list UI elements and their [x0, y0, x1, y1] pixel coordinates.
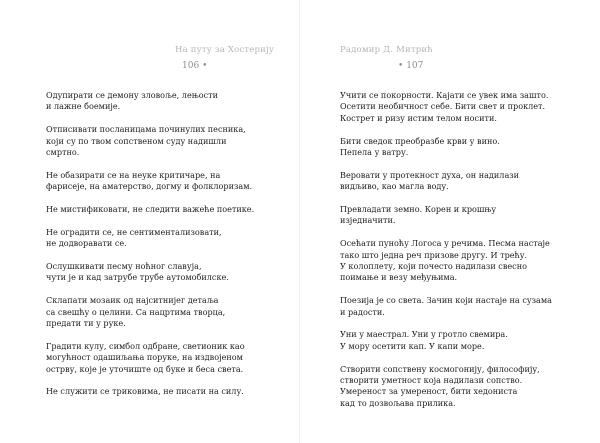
left-text-block — [46, 90, 286, 409]
page-marker: • — [398, 61, 404, 71]
verse-line: чути је и кад затрубе трубе аутомобилске. — [46, 272, 229, 283]
stanza — [340, 204, 580, 227]
running-head-right: Радомир Д. Митрић — [340, 45, 433, 55]
verse-line: не додворавати се. — [46, 238, 127, 249]
verse-line: који су по твом сопственом суду надишли — [46, 135, 227, 146]
verse-line: Поезија је со света. Зачин који настаје на сузама — [340, 295, 552, 306]
page-number-left — [182, 61, 207, 71]
verse-line: видљиво, као магла воду. — [340, 181, 449, 192]
verse-line: Ослушкивати песму ноћног славуја, — [46, 261, 202, 272]
verse-line: У колоплету, који почесто надилази свесно — [340, 261, 527, 272]
verse-line: Кострет и ризу истим телом носити. — [340, 112, 497, 123]
running-head-left: На путу за Хостерију — [175, 45, 275, 55]
verse-line: Превладати земно. Корен и крошњу — [340, 204, 497, 215]
verse-line: кад то дозвољава прилика. — [340, 397, 456, 408]
verse-line: Градити кулу, симбол одбране, светионик као — [46, 340, 245, 351]
verse-line: Пепела у ватру. — [340, 147, 409, 158]
stanza — [46, 386, 286, 397]
verse-line: предати ти у руке. — [46, 318, 126, 329]
stanza — [46, 295, 286, 329]
page-number-value: 106 — [182, 61, 200, 71]
verse-line: Не служити се триковима, не писати на силу. — [46, 386, 244, 397]
right-text-block — [340, 90, 580, 421]
verse-line: створити уметност која надилази сопство. — [340, 375, 523, 386]
verse-line: фарисеје, на аматерство, догму и фолклоризам. — [46, 181, 253, 192]
stanza — [46, 90, 286, 113]
stanza — [340, 136, 580, 159]
stanza — [340, 329, 580, 352]
right-page — [300, 0, 600, 443]
verse-line: Бити сведок преобразбе крви у вино. — [340, 135, 500, 146]
verse-line: Створити сопствену космогонију, философију, — [340, 363, 540, 374]
verse-line: Не мистификовати, не следити важеће поетике. — [46, 204, 255, 215]
verse-line: изједначити. — [340, 215, 396, 226]
stanza — [46, 227, 286, 250]
verse-line: и лажне боемије. — [46, 101, 121, 112]
stanza — [46, 204, 286, 215]
verse-line: Не обазирати се на неуке критичаре, на — [46, 169, 221, 180]
stanza — [46, 124, 286, 158]
verse-line: смртно. — [46, 147, 80, 158]
stanza — [340, 90, 580, 124]
stanza — [46, 170, 286, 193]
verse-line: Не оградити се, не сентиментализовати, — [46, 226, 222, 237]
verse-line: и радости. — [340, 306, 385, 317]
stanza — [340, 170, 580, 193]
verse-line: Осетити необичност себе. Бити свет и проклет. — [340, 101, 546, 112]
verse-line: са свешћу о целини. Са нацртима творца, — [46, 306, 226, 317]
verse-line: поимање и везу међуњима. — [340, 272, 458, 283]
verse-line: Осећати пуноћу Логоса у речима. Песма настаје — [340, 238, 550, 249]
page-marker: • — [202, 61, 208, 71]
stanza — [340, 364, 580, 410]
stanza — [340, 238, 580, 284]
verse-line: Веровати у протекност духа, он надилази — [340, 169, 520, 180]
verse-line: тако што једна реч призове другу. И трећу. — [340, 249, 528, 260]
verse-line: Уни у маестрал. Уни у гротло свемира. — [340, 329, 508, 340]
verse-line: У мору осетити кап. У капи море. — [340, 340, 485, 351]
stanza — [46, 341, 286, 375]
verse-line: Умереност за умереност, бити хедониста — [340, 386, 518, 397]
stanza — [46, 261, 286, 284]
verse-line: Одупирати се демону зловоље, лењости — [46, 90, 218, 100]
stanza — [340, 295, 580, 318]
verse-line: Учити се покорности. Кајати се увек има зашто. — [340, 90, 549, 100]
verse-line: могућност одашиљања поруке, на издвојеном — [46, 352, 243, 363]
page-number-right — [398, 61, 423, 71]
page-number-value: 107 — [406, 61, 424, 71]
verse-line: Отписивати посланицама починулих песника, — [46, 124, 246, 135]
verse-line: острву, које је уточиште од буке и беса света. — [46, 363, 244, 374]
verse-line: Склапати мозаик од најситнијег детаља — [46, 295, 219, 306]
